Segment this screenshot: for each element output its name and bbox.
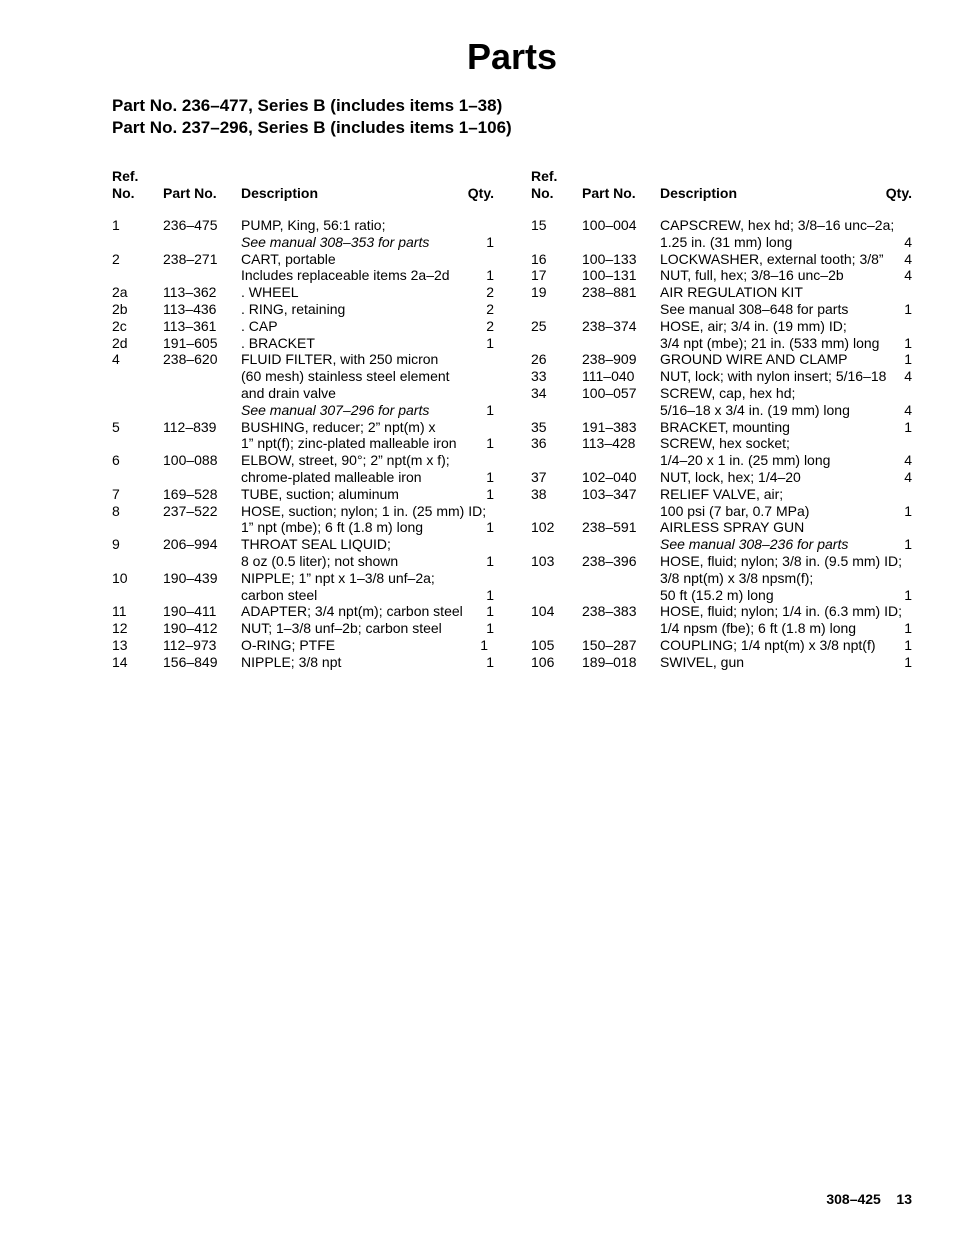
description <box>241 570 494 604</box>
ref-no: 103 <box>531 552 555 569</box>
description-line: NIPPLE; 1” npt x 1–3/8 unf–2a; <box>241 569 435 586</box>
description-line: See manual 307–296 for parts <box>241 401 430 418</box>
header-description: Description <box>241 185 319 202</box>
description <box>241 620 494 637</box>
description <box>660 603 912 637</box>
part-no: 191–605 <box>163 334 218 351</box>
part-no: 189–018 <box>582 653 637 670</box>
qty: 1 <box>904 586 912 603</box>
description-line: HOSE, air; 3/4 in. (19 mm) ID; <box>660 317 847 334</box>
description-line: 1/4 npsm (fbe); 6 ft (1.8 m) long <box>660 620 857 637</box>
header-description: Description <box>660 185 738 202</box>
description-line: NUT, full, hex; 3/8–16 unc–2b <box>660 267 844 284</box>
part-no: 238–374 <box>582 317 637 334</box>
description-line: COUPLING; 1/4 npt(m) x 3/8 npt(f) <box>660 636 876 653</box>
part-no: 150–287 <box>582 636 637 653</box>
description <box>241 486 494 503</box>
qty: 1 <box>480 636 488 653</box>
part-no: 103–347 <box>582 485 637 502</box>
description-line: . CAP <box>241 317 278 334</box>
description <box>660 435 912 469</box>
qty: 4 <box>904 401 912 418</box>
ref-no: 2c <box>112 317 127 334</box>
description <box>241 301 494 318</box>
header-qty: Qty. <box>467 185 494 202</box>
table-body <box>112 217 494 671</box>
part-no: 169–528 <box>163 485 218 502</box>
ref-no: 4 <box>112 351 120 368</box>
table-row <box>112 217 494 251</box>
part-no: 190–412 <box>163 620 218 637</box>
parts-table-right <box>531 168 912 671</box>
description <box>660 385 912 419</box>
ref-no: 9 <box>112 536 120 553</box>
part-no: 113–436 <box>163 300 217 317</box>
description-line: and drain valve <box>241 384 336 401</box>
table-row <box>531 486 912 520</box>
part-no: 100–133 <box>582 250 637 267</box>
table-row <box>531 435 912 469</box>
description-line: NUT, lock, hex; 1/4–20 <box>660 468 801 485</box>
description-line: Includes replaceable items 2a–2d <box>241 267 450 284</box>
table-row <box>531 251 912 268</box>
table-row <box>531 284 912 318</box>
table-row <box>531 368 912 385</box>
ref-no: 104 <box>531 603 555 620</box>
qty: 4 <box>904 233 912 250</box>
description-line: HOSE, fluid; nylon; 1/4 in. (6.3 mm) ID; <box>660 603 902 620</box>
qty: 4 <box>904 267 912 284</box>
ref-no: 36 <box>531 435 547 452</box>
part-no: 112–839 <box>163 418 217 435</box>
table-row <box>112 452 494 486</box>
description <box>241 217 494 251</box>
qty: 1 <box>486 586 494 603</box>
part-no: 238–271 <box>163 250 218 267</box>
qty: 1 <box>904 351 912 368</box>
table-row <box>112 419 494 453</box>
qty: 1 <box>904 300 912 317</box>
description-line: SCREW, cap, hex hd; <box>660 384 796 401</box>
part-no: 237–522 <box>163 502 218 519</box>
page-footer <box>826 1191 912 1207</box>
description-line: NUT; 1–3/8 unf–2b; carbon steel <box>241 620 442 637</box>
ref-no: 102 <box>531 519 555 536</box>
description-line: 100 psi (7 bar, 0.7 MPa) <box>660 502 810 519</box>
ref-no: 15 <box>531 217 547 233</box>
ref-no: 37 <box>531 468 547 485</box>
description-line: LOCKWASHER, external tooth; 3/8” <box>660 250 884 267</box>
ref-no: 10 <box>112 569 128 586</box>
qty: 4 <box>904 250 912 267</box>
description <box>660 217 912 251</box>
qty: 2 <box>486 300 494 317</box>
table-row <box>531 469 912 486</box>
description-line: 5/16–18 x 3/4 in. (19 mm) long <box>660 401 850 418</box>
description <box>241 335 494 352</box>
description-line: 1/4–20 x 1 in. (25 mm) long <box>660 452 831 469</box>
table-row <box>531 419 912 436</box>
table-row <box>531 385 912 419</box>
description <box>241 603 494 620</box>
header-part-no: Part No. <box>582 185 636 202</box>
ref-no: 6 <box>112 452 120 469</box>
part-no: 206–994 <box>163 536 218 553</box>
qty: 1 <box>486 552 494 569</box>
ref-no: 8 <box>112 502 120 519</box>
description-line: SWIVEL, gun <box>660 653 745 670</box>
description-line: See manual 308–648 for parts <box>660 300 849 317</box>
qty: 1 <box>486 435 494 452</box>
description-line: ADAPTER; 3/4 npt(m); carbon steel <box>241 603 463 620</box>
description-line: FLUID FILTER, with 250 micron <box>241 351 439 368</box>
description-line: SCREW, hex socket; <box>660 435 790 452</box>
table-body <box>531 217 912 671</box>
ref-no: 38 <box>531 485 547 502</box>
qty: 1 <box>486 233 494 250</box>
description <box>241 284 494 301</box>
doc-number: 308–425 <box>826 1191 881 1207</box>
description <box>660 419 912 436</box>
qty: 2 <box>486 317 494 334</box>
page-number: 13 <box>896 1191 912 1207</box>
description <box>241 251 494 285</box>
ref-no: 1 <box>112 217 120 233</box>
description-line: HOSE, suction; nylon; 1 in. (25 mm) ID; <box>241 502 487 519</box>
description <box>241 318 494 335</box>
description-line: See manual 308–353 for parts <box>241 233 430 250</box>
description-line: chrome-plated malleable iron <box>241 468 422 485</box>
header-qty: Qty. <box>885 185 912 202</box>
table-row <box>112 318 494 335</box>
part-no: 113–428 <box>582 435 636 452</box>
description <box>660 318 912 352</box>
description-line: 1.25 in. (31 mm) long <box>660 233 793 250</box>
ref-no: 2d <box>112 334 128 351</box>
description-line: 3/4 npt (mbe); 21 in. (533 mm) long <box>660 334 880 351</box>
qty: 1 <box>486 620 494 637</box>
description-line: PUMP, King, 56:1 ratio; <box>241 217 386 233</box>
part-no: 113–362 <box>163 284 217 301</box>
description-line: 3/8 npt(m) x 3/8 npsm(f); <box>660 569 814 586</box>
description-line: TUBE, suction; aluminum <box>241 485 399 502</box>
qty: 1 <box>904 536 912 553</box>
ref-no: 105 <box>531 636 555 653</box>
description-line: 1” npt (mbe); 6 ft (1.8 m) long <box>241 519 424 536</box>
description-line: THROAT SEAL LIQUID; <box>241 536 391 553</box>
ref-no: 7 <box>112 485 120 502</box>
description <box>241 654 494 671</box>
page-title: Parts <box>466 36 558 77</box>
ref-no: 35 <box>531 418 547 435</box>
description-line: . RING, retaining <box>241 300 346 317</box>
table-row <box>531 351 912 368</box>
table-row <box>112 570 494 604</box>
table-row <box>531 637 912 654</box>
table-row <box>112 284 494 301</box>
ref-no: 106 <box>531 653 555 670</box>
description-line: RELIEF VALVE, air; <box>660 485 784 502</box>
part-no: 100–088 <box>163 452 218 469</box>
part-no: 111–040 <box>582 368 635 385</box>
part-no: 190–439 <box>163 569 218 586</box>
header-part-no: Part No. <box>163 185 217 202</box>
description <box>660 267 912 284</box>
description-line: AIR REGULATION KIT <box>660 284 803 301</box>
qty: 4 <box>904 368 912 385</box>
parts-table-left <box>112 168 494 671</box>
description-line: 50 ft (15.2 m) long <box>660 586 774 603</box>
ref-no: 16 <box>531 250 547 267</box>
description-line: GROUND WIRE AND CLAMP <box>660 351 848 368</box>
part-no: 100–057 <box>582 384 637 401</box>
table-row <box>112 620 494 637</box>
table-row <box>112 536 494 570</box>
description <box>241 351 494 418</box>
qty: 1 <box>486 267 494 284</box>
qty: 1 <box>486 519 494 536</box>
description-line: . BRACKET <box>241 334 315 351</box>
description <box>660 519 912 553</box>
part-no: 156–849 <box>163 653 218 670</box>
table-header <box>112 168 494 202</box>
description-line: 1” npt(f); zinc-plated malleable iron <box>241 435 457 452</box>
part-no: 238–881 <box>582 284 637 301</box>
description <box>241 452 494 486</box>
table-row <box>531 217 912 251</box>
description <box>660 486 912 520</box>
part-no: 113–361 <box>163 317 217 334</box>
header-ref-no: Ref. No. <box>112 168 139 202</box>
qty: 1 <box>904 653 912 670</box>
ref-no: 13 <box>112 636 128 653</box>
description <box>660 251 912 268</box>
qty: 1 <box>486 468 494 485</box>
ref-no: 5 <box>112 418 120 435</box>
description-line: 8 oz (0.5 liter); not shown <box>241 552 399 569</box>
description <box>241 637 494 654</box>
description-line: CART, portable <box>241 250 336 267</box>
ref-no: 2a <box>112 284 128 301</box>
qty: 4 <box>904 468 912 485</box>
part-no: 190–411 <box>163 603 217 620</box>
qty: 1 <box>904 418 912 435</box>
table-row <box>531 553 912 603</box>
description-line: AIRLESS SPRAY GUN <box>660 519 805 536</box>
ref-no: 14 <box>112 653 128 670</box>
description-line: BUSHING, reducer; 2” npt(m) x <box>241 418 436 435</box>
table-row <box>112 351 494 418</box>
part-no: 100–131 <box>582 267 637 284</box>
table-row <box>531 654 912 671</box>
qty: 1 <box>486 401 494 418</box>
qty: 1 <box>904 620 912 637</box>
table-row <box>112 251 494 285</box>
description <box>660 637 912 654</box>
part-no: 238–383 <box>582 603 637 620</box>
description <box>660 469 912 486</box>
subtitle-part-237-296: Part No. 237–296, Series B (includes items 1–106) <box>112 118 512 137</box>
description <box>241 419 494 453</box>
table-row <box>112 335 494 352</box>
part-no: 100–004 <box>582 217 637 233</box>
qty: 2 <box>486 284 494 301</box>
part-no: 102–040 <box>582 468 637 485</box>
ref-no: 26 <box>531 351 547 368</box>
qty: 1 <box>486 334 494 351</box>
part-no: 238–909 <box>582 351 637 368</box>
description-line: BRACKET, mounting <box>660 418 790 435</box>
description-line: HOSE, fluid; nylon; 3/8 in. (9.5 mm) ID; <box>660 552 902 569</box>
ref-no: 17 <box>531 267 547 284</box>
description-line: NUT, lock; with nylon insert; 5/16–18 <box>660 368 887 385</box>
qty: 1 <box>904 636 912 653</box>
part-no: 112–973 <box>163 636 217 653</box>
description-line: carbon steel <box>241 586 318 603</box>
table-row <box>112 301 494 318</box>
description <box>660 351 912 368</box>
description <box>660 368 912 385</box>
description-line: NIPPLE; 3/8 npt <box>241 653 342 670</box>
subtitle-part-236-477: Part No. 236–477, Series B (includes items 1–38) <box>112 96 503 115</box>
header-ref-no: Ref. No. <box>531 168 558 202</box>
part-no: 236–475 <box>163 217 218 233</box>
table-row <box>531 603 912 637</box>
table-row <box>531 519 912 553</box>
table-row <box>531 267 912 284</box>
description-line: CAPSCREW, hex hd; 3/8–16 unc–2a; <box>660 217 895 233</box>
description-line: (60 mesh) stainless steel element <box>241 368 450 385</box>
ref-no: 34 <box>531 384 547 401</box>
table-row <box>112 603 494 620</box>
table-row <box>112 654 494 671</box>
table-row <box>112 637 494 654</box>
description <box>241 536 494 570</box>
table-row <box>531 318 912 352</box>
qty: 1 <box>904 334 912 351</box>
part-no: 191–383 <box>582 418 637 435</box>
ref-no: 2 <box>112 250 120 267</box>
description-line: See manual 308–236 for parts <box>660 536 849 553</box>
table-row <box>112 503 494 537</box>
description <box>241 503 494 537</box>
part-no: 238–620 <box>163 351 218 368</box>
description <box>660 654 912 671</box>
qty: 1 <box>904 502 912 519</box>
qty: 1 <box>486 485 494 502</box>
part-no: 238–396 <box>582 552 637 569</box>
part-no: 238–591 <box>582 519 637 536</box>
ref-no: 11 <box>112 603 127 620</box>
qty: 1 <box>486 653 494 670</box>
table-row <box>112 486 494 503</box>
qty: 1 <box>486 603 494 620</box>
description <box>660 284 912 318</box>
description-line: ELBOW, street, 90°; 2” npt(m x f); <box>241 452 450 469</box>
ref-no: 33 <box>531 368 547 385</box>
description-line: . WHEEL <box>241 284 299 301</box>
description-line: O-RING; PTFE <box>241 636 336 653</box>
ref-no: 2b <box>112 300 128 317</box>
ref-no: 12 <box>112 620 128 637</box>
ref-no: 25 <box>531 317 547 334</box>
qty: 4 <box>904 452 912 469</box>
description <box>660 553 912 603</box>
table-header <box>531 168 912 202</box>
ref-no: 19 <box>531 284 547 301</box>
